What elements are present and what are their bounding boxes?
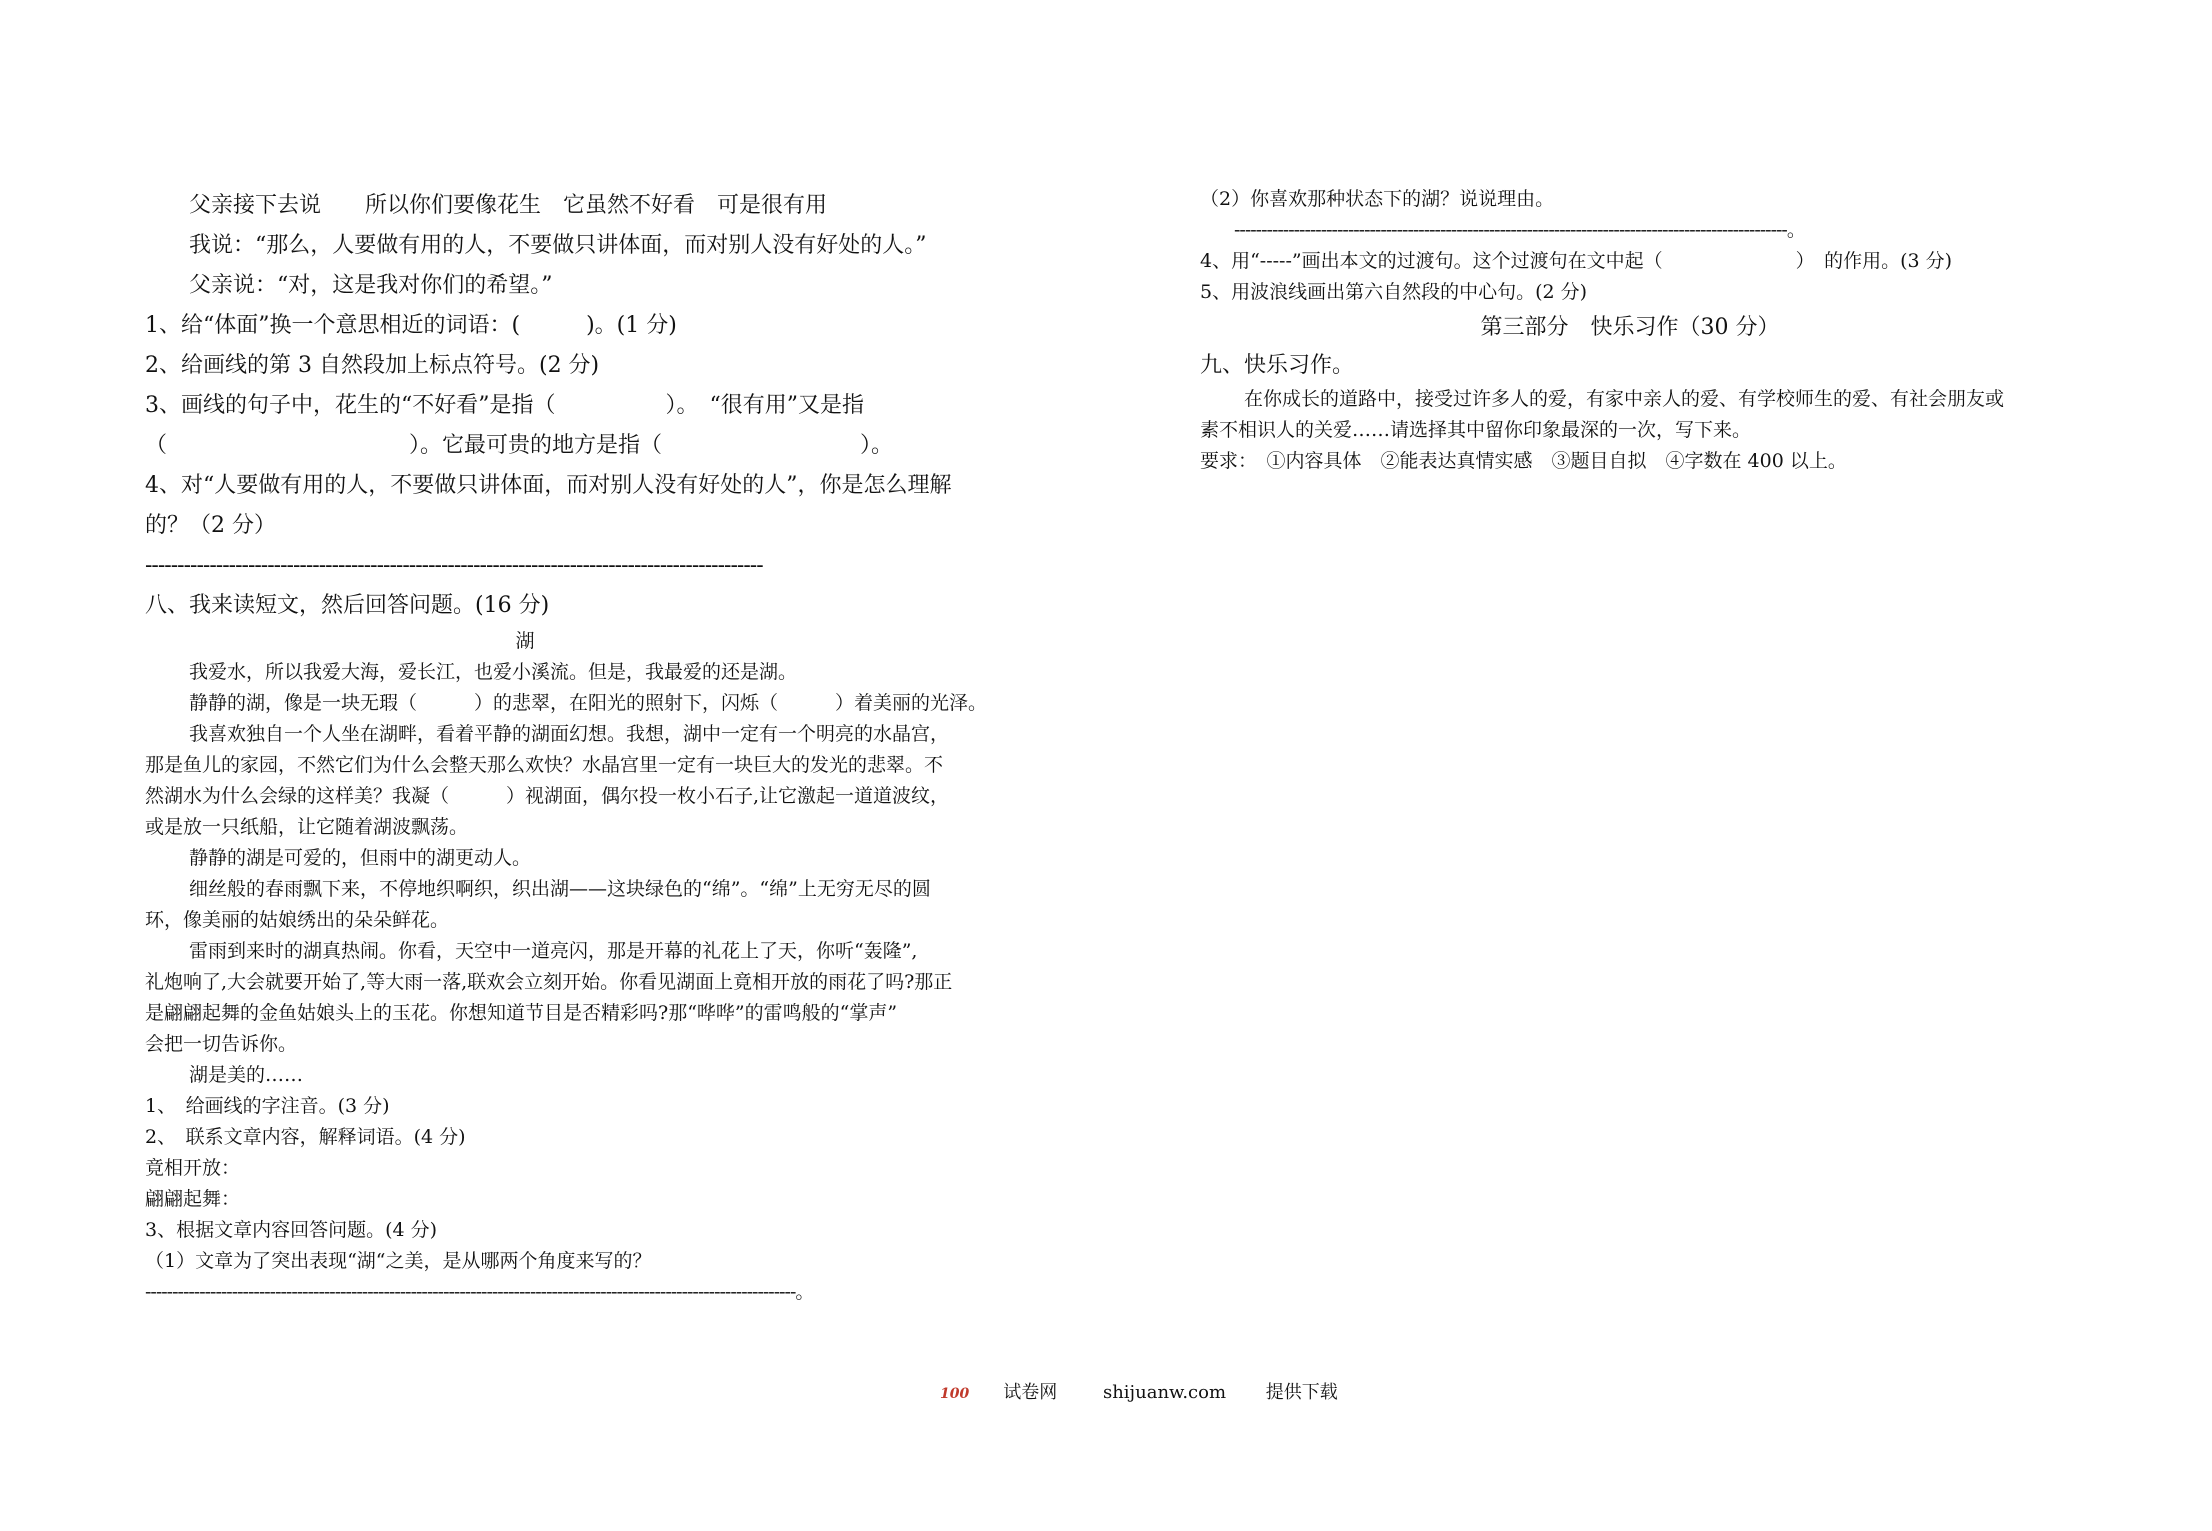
requirements: 要求： ①内容具体 ②能表达真情实感 ③题目自拟 ④字数在 400 以上。 <box>1200 450 1847 472</box>
story-line: 父亲说：“对，这是我对你们的希望。” <box>189 273 553 298</box>
answer-line: ------------------------------------------------------------------------------------------------ <box>145 553 763 578</box>
essay-question: 2、 联系文章内容，解释词语。(4 分) <box>145 1126 466 1148</box>
essay-line: 静静的湖是可爱的，但雨中的湖更动人。 <box>189 847 532 869</box>
question-4: 4、对“人要做有用的人，不要做只讲体面，而对别人没有好处的人”，你是怎么理解 <box>145 473 952 498</box>
story-line: 父亲接下去说 所以你们要像花生 它虽然不好看 可是很有用 <box>189 193 828 218</box>
essay-line: 然湖水为什么会绿的这样美？我凝（ ）视湖面，偶尔投一枚小石子,让它激起一道道波纹， <box>145 785 950 807</box>
question-1: 1、给“体面”换一个意思相近的词语：( )。(1 分) <box>145 313 677 338</box>
essay-body <box>145 657 1045 1091</box>
site-logo: 100 <box>940 1386 970 1402</box>
essay-line: 环，像美丽的姑娘绣出的朵朵鲜花。 <box>145 909 450 931</box>
question-3: 3、画线的句子中，花生的“不好看”是指（ ）。 “很有用”又是指 <box>145 393 864 418</box>
question-2-sub: （2）你喜欢那种状态下的湖？说说理由。 <box>1200 188 1555 210</box>
essay-line: 细丝般的春雨飘下来，不停地织啊织，织出湖——这块绿色的“绵”。“绵”上无穷无尽的圆 <box>189 878 931 900</box>
essay-line: 是翩翩起舞的金鱼姑娘头上的玉花。你想知道节目是否精彩吗?那“哗哗”的雷鸣般的“掌声” <box>145 1002 898 1024</box>
essay-question: 1、 给画线的字注音。(3 分) <box>145 1095 390 1117</box>
essay-question: 3、根据文章内容回答问题。(4 分) <box>145 1219 438 1241</box>
essay-question: 竟相开放： <box>145 1157 241 1179</box>
prompt-line: 在你成长的道路中，接受过许多人的爱，有家中亲人的爱、有学校师生的爱、有社会朋友或 <box>1244 388 2005 410</box>
essay-line: 我喜欢独自一个人坐在湖畔，看着平静的湖面幻想。我想，湖中一定有一个明亮的水晶宫， <box>189 723 950 745</box>
essay-title: 湖 <box>515 630 535 652</box>
question-2: 2、给画线的第 3 自然段加上标点符号。(2 分) <box>145 353 600 378</box>
footer <box>940 1378 1372 1404</box>
right-column <box>1200 184 2100 477</box>
answer-line: ------------------------------------------------------------------------------------------------------。 <box>1234 219 1805 241</box>
left-column <box>145 186 1045 1308</box>
question-4-cont: 的？（2 分） <box>145 513 276 538</box>
question-3-cont: （ ）。它最可贵的地方是指（ ）。 <box>145 433 894 458</box>
essay-line: 雷雨到来时的湖真热闹。你看，天空中一道亮闪，那是开幕的礼花上了天，你听“轰隆”, <box>189 940 918 962</box>
prompt-line: 素不相识人的关爱……请选择其中留你印象最深的一次，写下来。 <box>1200 419 1752 441</box>
question-5: 5、用波浪线画出第六自然段的中心句。(2 分) <box>1200 281 1588 303</box>
essay-line: 静静的湖，像是一块无瑕（ ）的悲翠，在阳光的照射下，闪烁（ ）着美丽的光泽。 <box>189 692 988 714</box>
site-name: 试卷网 <box>1003 1382 1058 1403</box>
essay-line: 会把一切告诉你。 <box>145 1033 298 1055</box>
story-line: 我说：“那么，人要做有用的人，不要做只讲体面，而对别人没有好处的人。” <box>189 233 927 258</box>
section-8-title: 八、我来读短文，然后回答问题。(16 分) <box>145 593 550 618</box>
essay-line: 或是放一只纸船，让它随着湖波飘荡。 <box>145 816 469 838</box>
essay-question: 翩翩起舞： <box>145 1188 241 1210</box>
essay-line: 礼炮响了,大会就要开始了,等大雨一落,联欢会立刻开始。你看见湖面上竟相开放的雨花了吗?那正 <box>145 971 953 993</box>
site-domain[interactable]: shijuanw.com <box>1102 1382 1227 1403</box>
part-3-title: 第三部分 快乐习作（30 分） <box>1480 315 1780 340</box>
question-4: 4、用“-----”画出本文的过渡句。这个过渡句在文中起（ ） 的作用。(3 分) <box>1200 250 1953 272</box>
essay-line: 湖是美的…… <box>189 1064 304 1086</box>
essay-line: 我爱水，所以我爱大海，爱长江，也爱小溪流。但是，我最爱的还是湖。 <box>189 661 798 683</box>
download-text: 提供下载 <box>1265 1382 1338 1403</box>
answer-line: ------------------------------------------------------------------------------------------------------------------------。 <box>145 1281 814 1303</box>
essay-question: （1）文章为了突出表现“湖“之美，是从哪两个角度来写的？ <box>145 1250 652 1272</box>
essay-line: 那是鱼儿的家园，不然它们为什么会整天那么欢快？水晶宫里一定有一块巨大的发光的悲翠。不 <box>145 754 944 776</box>
section-9-title: 九、快乐习作。 <box>1200 353 1355 378</box>
